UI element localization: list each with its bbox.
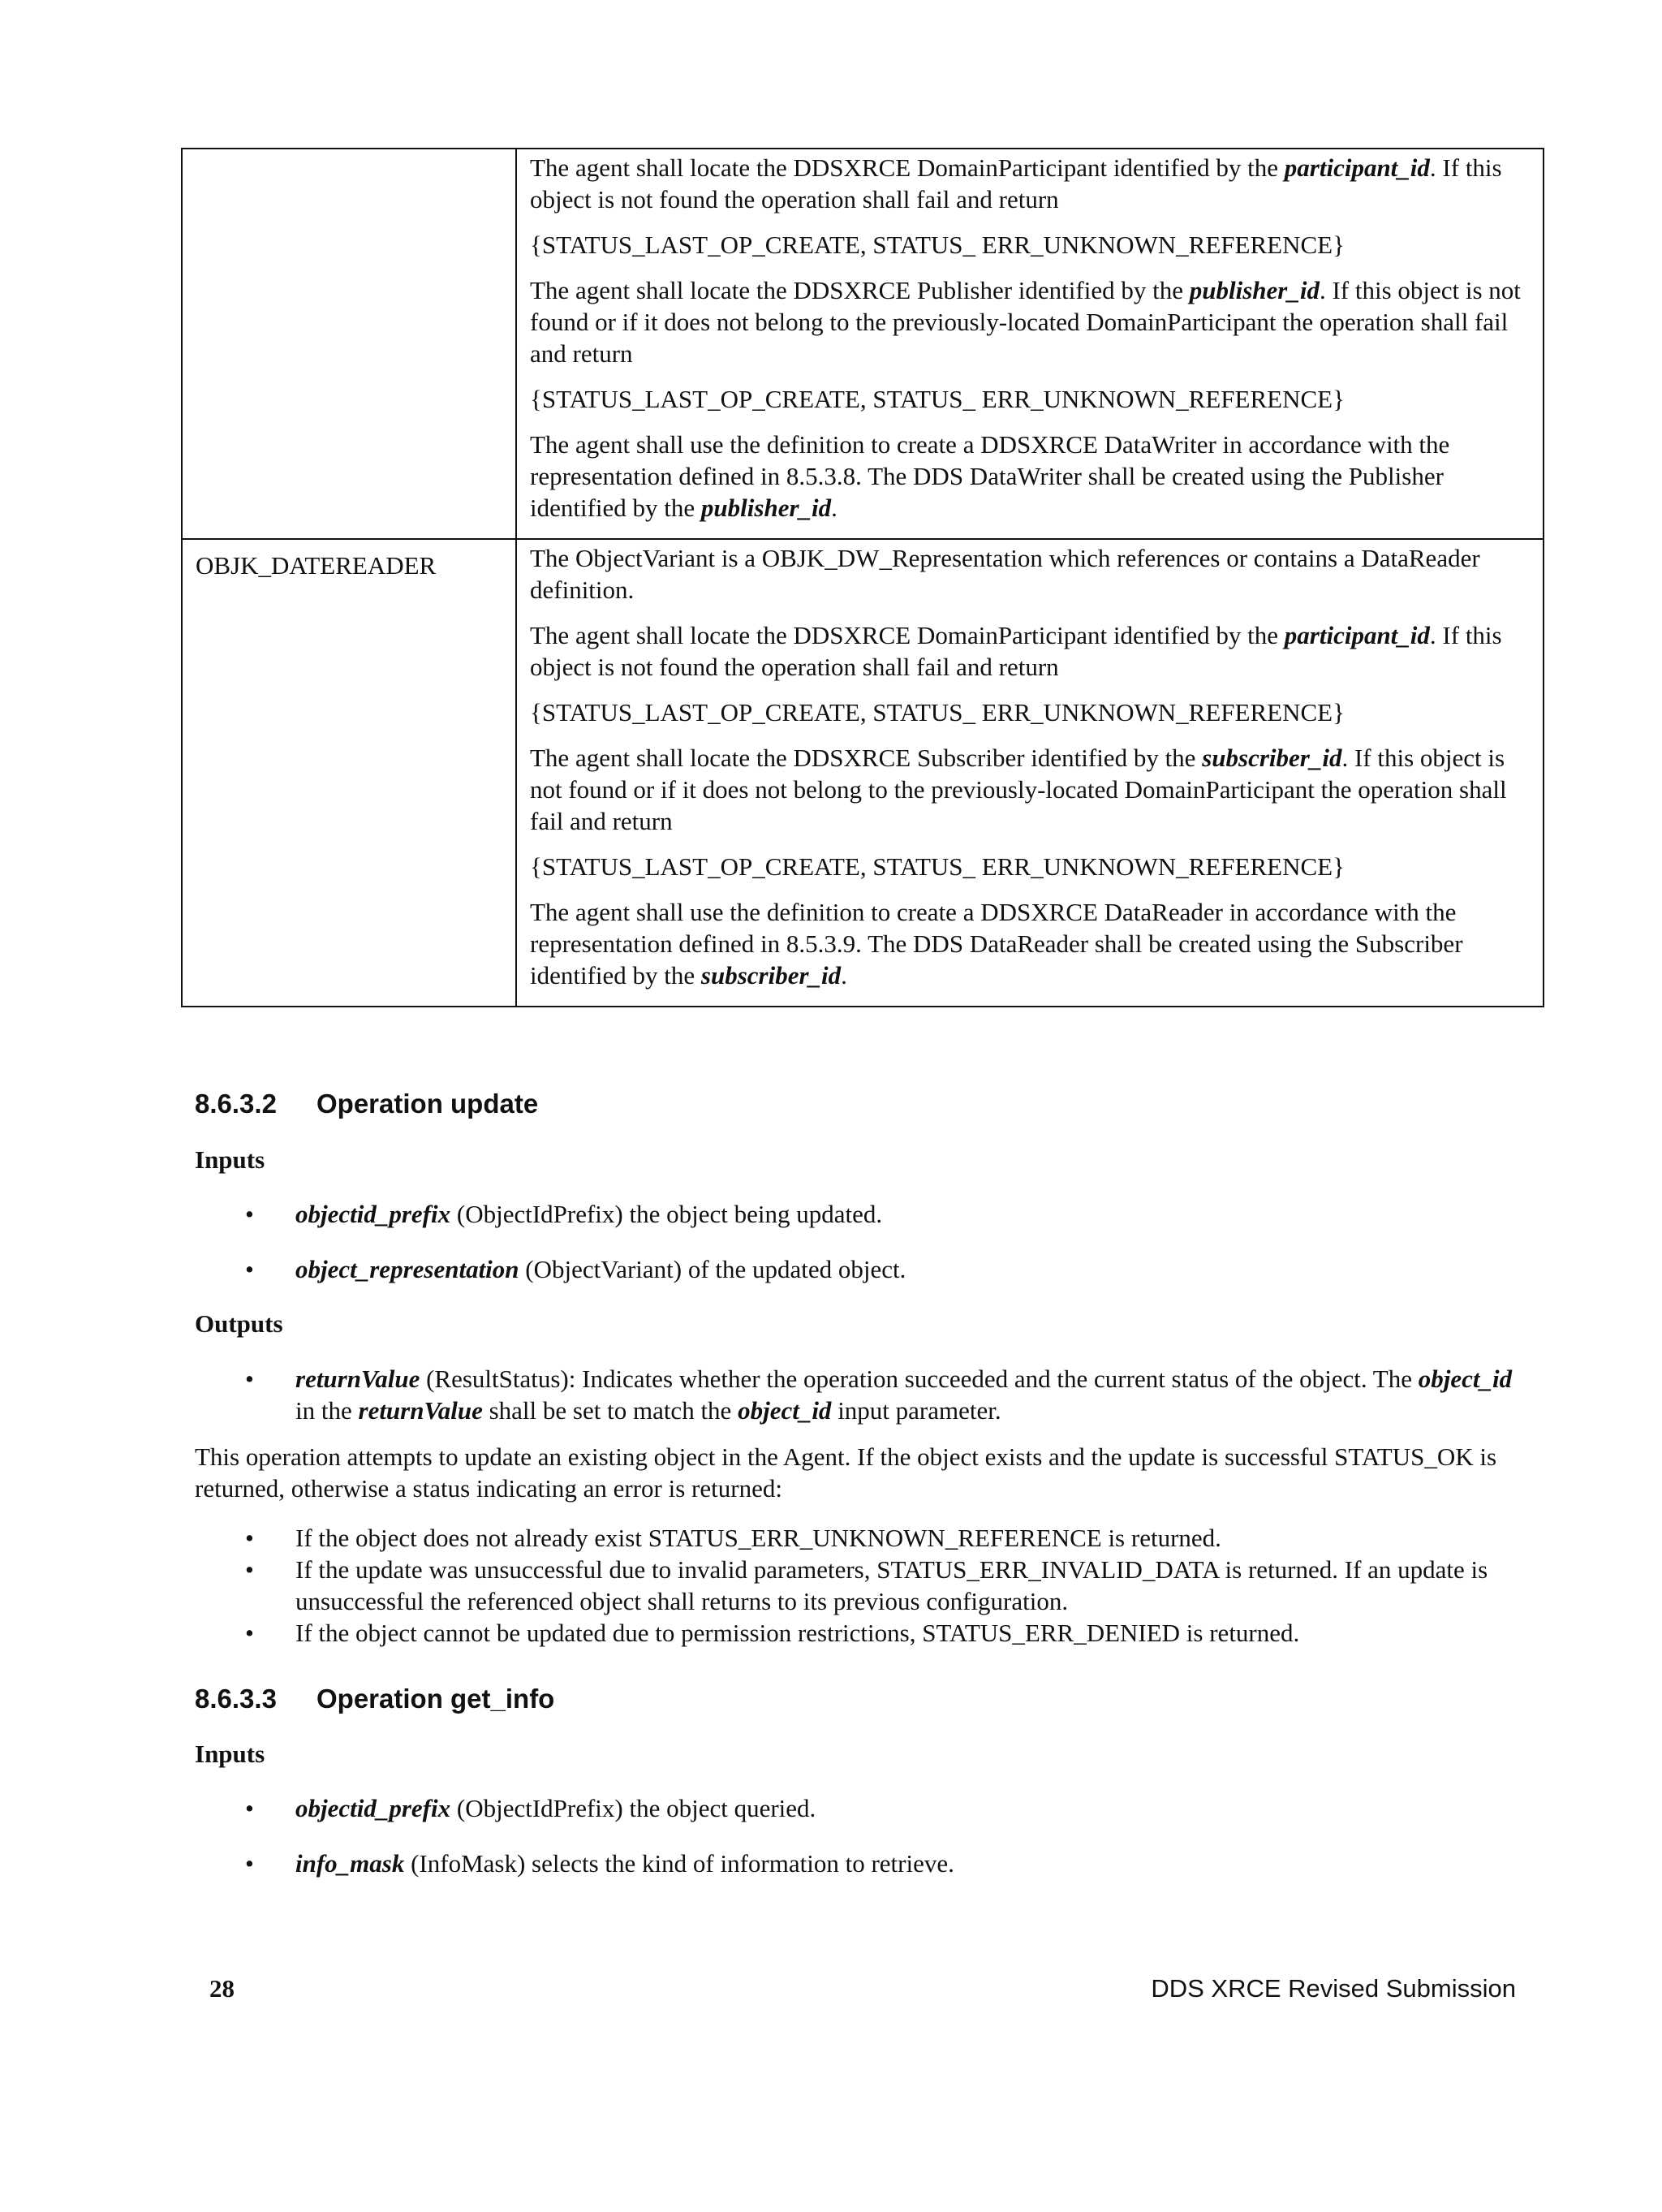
param-name: participant_id bbox=[1284, 153, 1430, 182]
table-paragraph: The agent shall use the definition to create a DDSXRCE DataReader in accordance with the representation defined in 8.5.3.9. The DDS DataReader shall be created using the Subscriber identified by the subscriber_id. bbox=[530, 898, 1463, 990]
param-name: publisher_id bbox=[700, 494, 832, 522]
bullet-icon: • bbox=[245, 1619, 254, 1647]
list-item: • If the update was unsuccessful due to invalid parameters, STATUS_ERR_INVALID_DATA is returned. If an update is unsuccessful the referenced object shall returns to its previous configuration. bbox=[245, 1555, 1488, 1615]
param-name: participant_id bbox=[1284, 621, 1430, 649]
param-name: info_mask bbox=[295, 1849, 405, 1878]
update-description: This operation attempts to update an existing object in the Agent. If the object exists and the update is successful STATUS_OK is returned, otherwise a status indicating an error is returned: bbox=[195, 1442, 1497, 1503]
param-name: subscriber_id bbox=[700, 961, 842, 990]
table-paragraph: The agent shall locate the DDSXRCE DomainParticipant identified by the participant_id. If this object is not found the operation shall fail and return bbox=[530, 621, 1502, 681]
update-inputs-list bbox=[195, 1198, 1526, 1309]
status-tuple: {STATUS_LAST_OP_CREATE, STATUS_ ERR_UNKNOWN_REFERENCE} bbox=[530, 231, 1345, 259]
bullet-icon: • bbox=[245, 1555, 254, 1584]
bullet-icon: • bbox=[245, 1200, 254, 1228]
list-item: • objectid_prefix (ObjectIdPrefix) the object queried. bbox=[245, 1794, 816, 1822]
table-cell-description bbox=[516, 539, 1544, 1007]
list-item: • info_mask (InfoMask) selects the kind of information to retrieve. bbox=[245, 1849, 954, 1878]
outputs-label: Outputs bbox=[195, 1309, 283, 1338]
footer-document-title: DDS XRCE Revised Submission bbox=[1151, 1974, 1516, 2003]
table-row bbox=[182, 149, 1544, 539]
section-heading-update bbox=[195, 1088, 538, 1120]
update-errors-list bbox=[195, 1522, 1526, 1649]
get-info-inputs-list bbox=[195, 1792, 1526, 1903]
update-outputs-list bbox=[195, 1363, 1526, 1426]
status-tuple: {STATUS_LAST_OP_CREATE, STATUS_ ERR_UNKNOWN_REFERENCE} bbox=[530, 852, 1345, 881]
section-number: 8.6.3.3 bbox=[195, 1684, 277, 1714]
status-tuple: {STATUS_LAST_OP_CREATE, STATUS_ ERR_UNKNOWN_REFERENCE} bbox=[530, 698, 1345, 727]
param-name: objectid_prefix bbox=[295, 1794, 451, 1822]
list-item: • objectid_prefix (ObjectIdPrefix) the object being updated. bbox=[245, 1200, 883, 1228]
table-cell-description bbox=[516, 149, 1544, 539]
param-name: object_id bbox=[738, 1396, 832, 1425]
bullet-icon: • bbox=[245, 1524, 254, 1552]
list-item: • object_representation (ObjectVariant) of the updated object. bbox=[245, 1255, 906, 1283]
bullet-icon: • bbox=[245, 1794, 254, 1822]
table-cell-kind bbox=[182, 149, 516, 539]
bullet-icon: • bbox=[245, 1849, 254, 1878]
inputs-label: Inputs bbox=[195, 1740, 265, 1768]
bullet-icon: • bbox=[245, 1255, 254, 1283]
table-paragraph: The agent shall locate the DDSXRCE Publisher identified by the publisher_id. If this object is not found or if it does not belong to the previously-located DomainParticipant the operation shall fail and return bbox=[530, 276, 1521, 368]
section-heading-get-info bbox=[195, 1683, 554, 1715]
page-number: 28 bbox=[209, 1974, 235, 2003]
object-kind-table bbox=[181, 148, 1544, 1007]
param-name: returnValue bbox=[295, 1365, 420, 1393]
list-item: • returnValue (ResultStatus): Indicates whether the operation succeeded and the current status of the object. The object_id in the returnValue shall be set to match the object_id input parameter. bbox=[245, 1365, 1513, 1425]
param-name: returnValue bbox=[358, 1396, 483, 1425]
table-paragraph: The agent shall locate the DDSXRCE Subscriber identified by the subscriber_id. If this object is not found or if it does not belong to the previously-located DomainParticipant the operation shall fail and return bbox=[530, 744, 1507, 835]
param-name: object_representation bbox=[295, 1255, 519, 1283]
inputs-label: Inputs bbox=[195, 1145, 265, 1174]
table-paragraph: The agent shall locate the DDSXRCE DomainParticipant identified by the participant_id. If this object is not found the operation shall fail and return bbox=[530, 153, 1502, 213]
section-title: Operation get_info bbox=[316, 1684, 555, 1714]
table-paragraph: The ObjectVariant is a OBJK_DW_Representation which references or contains a DataReader definition. bbox=[530, 544, 1480, 604]
section-number: 8.6.3.2 bbox=[195, 1089, 277, 1119]
list-item: • If the object does not already exist STATUS_ERR_UNKNOWN_REFERENCE is returned. bbox=[245, 1524, 1221, 1552]
section-title: Operation update bbox=[316, 1089, 539, 1119]
param-name: objectid_prefix bbox=[295, 1200, 451, 1228]
table-paragraph: The agent shall use the definition to create a DDSXRCE DataWriter in accordance with the representation defined in 8.5.3.8. The DDS DataWriter shall be created using the Publisher identified by the publisher_id. bbox=[530, 430, 1450, 522]
bullet-icon: • bbox=[245, 1365, 254, 1393]
table-row bbox=[182, 539, 1544, 1007]
table-cell-kind: OBJK_DATEREADER bbox=[182, 539, 516, 1007]
param-name: subscriber_id bbox=[1202, 744, 1342, 772]
param-name: publisher_id bbox=[1189, 276, 1320, 304]
param-name: object_id bbox=[1418, 1365, 1513, 1393]
status-tuple: {STATUS_LAST_OP_CREATE, STATUS_ ERR_UNKNOWN_REFERENCE} bbox=[530, 385, 1345, 413]
list-item: • If the object cannot be updated due to permission restrictions, STATUS_ERR_DENIED is returned. bbox=[245, 1619, 1300, 1647]
